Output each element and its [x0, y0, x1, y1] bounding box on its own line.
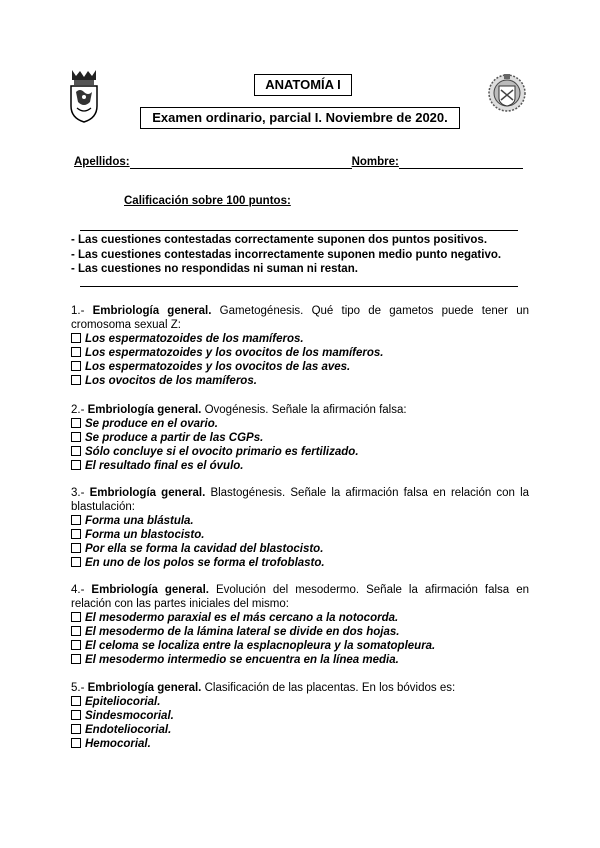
option-4c[interactable]: El celoma se localiza entre la esplacnopleura y la somatopleura.	[71, 639, 529, 653]
option-5b[interactable]: Sindesmocorial.	[71, 709, 529, 723]
name-label: Nombre:	[351, 156, 399, 168]
option-1d[interactable]: Los ovocitos de los mamíferos.	[71, 374, 529, 388]
checkbox-icon[interactable]	[71, 696, 81, 706]
option-2b[interactable]: Se produce a partir de las CGPs.	[71, 431, 529, 445]
option-4d[interactable]: El mesodermo intermedio se encuentra en la línea media.	[71, 653, 529, 667]
option-5c[interactable]: Endoteliocorial.	[71, 723, 529, 737]
checkbox-icon[interactable]	[71, 446, 81, 456]
grading-note: Calificación sobre 100 puntos:	[124, 195, 291, 207]
option-3c[interactable]: Por ella se forma la cavidad del blastocisto.	[71, 542, 529, 556]
checkbox-icon[interactable]	[71, 710, 81, 720]
option-3a[interactable]: Forma una blástula.	[71, 514, 529, 528]
option-1b[interactable]: Los espermatozoides y los ovocitos de los mamíferos.	[71, 346, 529, 360]
university-crest-logo	[68, 68, 100, 124]
checkbox-icon[interactable]	[71, 418, 81, 428]
divider-bottom	[80, 286, 518, 287]
option-2c[interactable]: Sólo concluye si el ovocito primario es fertilizado.	[71, 445, 529, 459]
checkbox-icon[interactable]	[71, 543, 81, 553]
checkbox-icon[interactable]	[71, 612, 81, 622]
checkbox-icon[interactable]	[71, 432, 81, 442]
question-2: 2.- Embriología general. Ovogénesis. Señale la afirmación falsa: Se produce en el ovario. Se produce a partir de las CGPs. Sólo concluye si el ovocito primario es fertilizado. El resultado final es el óvulo.	[71, 403, 529, 473]
checkbox-icon[interactable]	[71, 557, 81, 567]
surname-field[interactable]	[130, 156, 352, 169]
checkbox-icon[interactable]	[71, 626, 81, 636]
option-3d[interactable]: En uno de los polos se forma el trofoblasto.	[71, 556, 529, 570]
checkbox-icon[interactable]	[71, 361, 81, 371]
exam-title: ANATOMÍA I	[254, 74, 352, 96]
checkbox-icon[interactable]	[71, 640, 81, 650]
option-1c[interactable]: Los espermatozoides y los ovocitos de las aves.	[71, 360, 529, 374]
surname-label: Apellidos:	[74, 156, 130, 168]
option-4b[interactable]: El mesodermo de la lámina lateral se divide en dos hojas.	[71, 625, 529, 639]
checkbox-icon[interactable]	[71, 347, 81, 357]
checkbox-icon[interactable]	[71, 375, 81, 385]
checkbox-icon[interactable]	[71, 738, 81, 748]
checkbox-icon[interactable]	[71, 529, 81, 539]
option-2d[interactable]: El resultado final es el óvulo.	[71, 459, 529, 473]
name-field[interactable]	[399, 156, 523, 169]
option-3b[interactable]: Forma un blastocisto.	[71, 528, 529, 542]
checkbox-icon[interactable]	[71, 460, 81, 470]
question-1: 1.- Embriología general. Gametogénesis. Qué tipo de gametos puede tener un cromosoma sexual Z: Los espermatozoides de los mamíferos. Los espermatozoides y los ovocitos de los mamíferos. Los espermatozoides y los ovocitos de las aves. Los ovocitos de los mamíferos.	[71, 305, 529, 387]
option-1a[interactable]: Los espermatozoides de los mamíferos.	[71, 332, 529, 346]
divider-top	[80, 230, 518, 231]
exam-subtitle: Examen ordinario, parcial I. Noviembre de 2020.	[140, 107, 460, 129]
rule-correct: - Las cuestiones contestadas correctamente suponen dos puntos positivos.	[71, 234, 488, 246]
rule-incorrect: - Las cuestiones contestadas incorrectamente suponen medio punto negativo.	[71, 249, 502, 261]
checkbox-icon[interactable]	[71, 515, 81, 525]
checkbox-icon[interactable]	[71, 333, 81, 343]
question-3: 3.- Embriología general. Blastogénesis. Señale la afirmación falsa en relación con la blastulación: Forma una blástula. Forma un blastocisto. Por ella se forma la cavidad del blastocisto. En uno de los polos se forma el trofoblasto.	[71, 487, 530, 569]
option-5d[interactable]: Hemocorial.	[71, 737, 529, 751]
checkbox-icon[interactable]	[71, 724, 81, 734]
option-4a[interactable]: El mesodermo paraxial es el más cercano a la notocorda.	[71, 611, 529, 625]
option-5a[interactable]: Epiteliocorial.	[71, 695, 529, 709]
faculty-seal-logo	[487, 70, 527, 116]
rule-unanswered: - Las cuestiones no respondidas ni suman ni restan.	[71, 263, 358, 275]
option-2a[interactable]: Se produce en el ovario.	[71, 417, 529, 431]
question-4: 4.- Embriología general. Evolución del mesodermo. Señale la afirmación falsa en relación con las partes iniciales del mismo: El mesodermo paraxial es el más cercano a la notocorda. El mesodermo de la lámina lateral se divide en dos hojas. El celoma se localiza entre la esplacnopleura y la somatopleura. El mesodermo intermedio se encuentra en la línea media.	[71, 584, 529, 666]
question-5: 5.- Embriología general. Clasificación de las placentas. En los bóvidos es: Epiteliocorial. Sindesmocorial. Endoteliocorial. Hemocorial.	[71, 681, 529, 751]
student-name-row	[74, 156, 530, 169]
checkbox-icon[interactable]	[71, 654, 81, 664]
